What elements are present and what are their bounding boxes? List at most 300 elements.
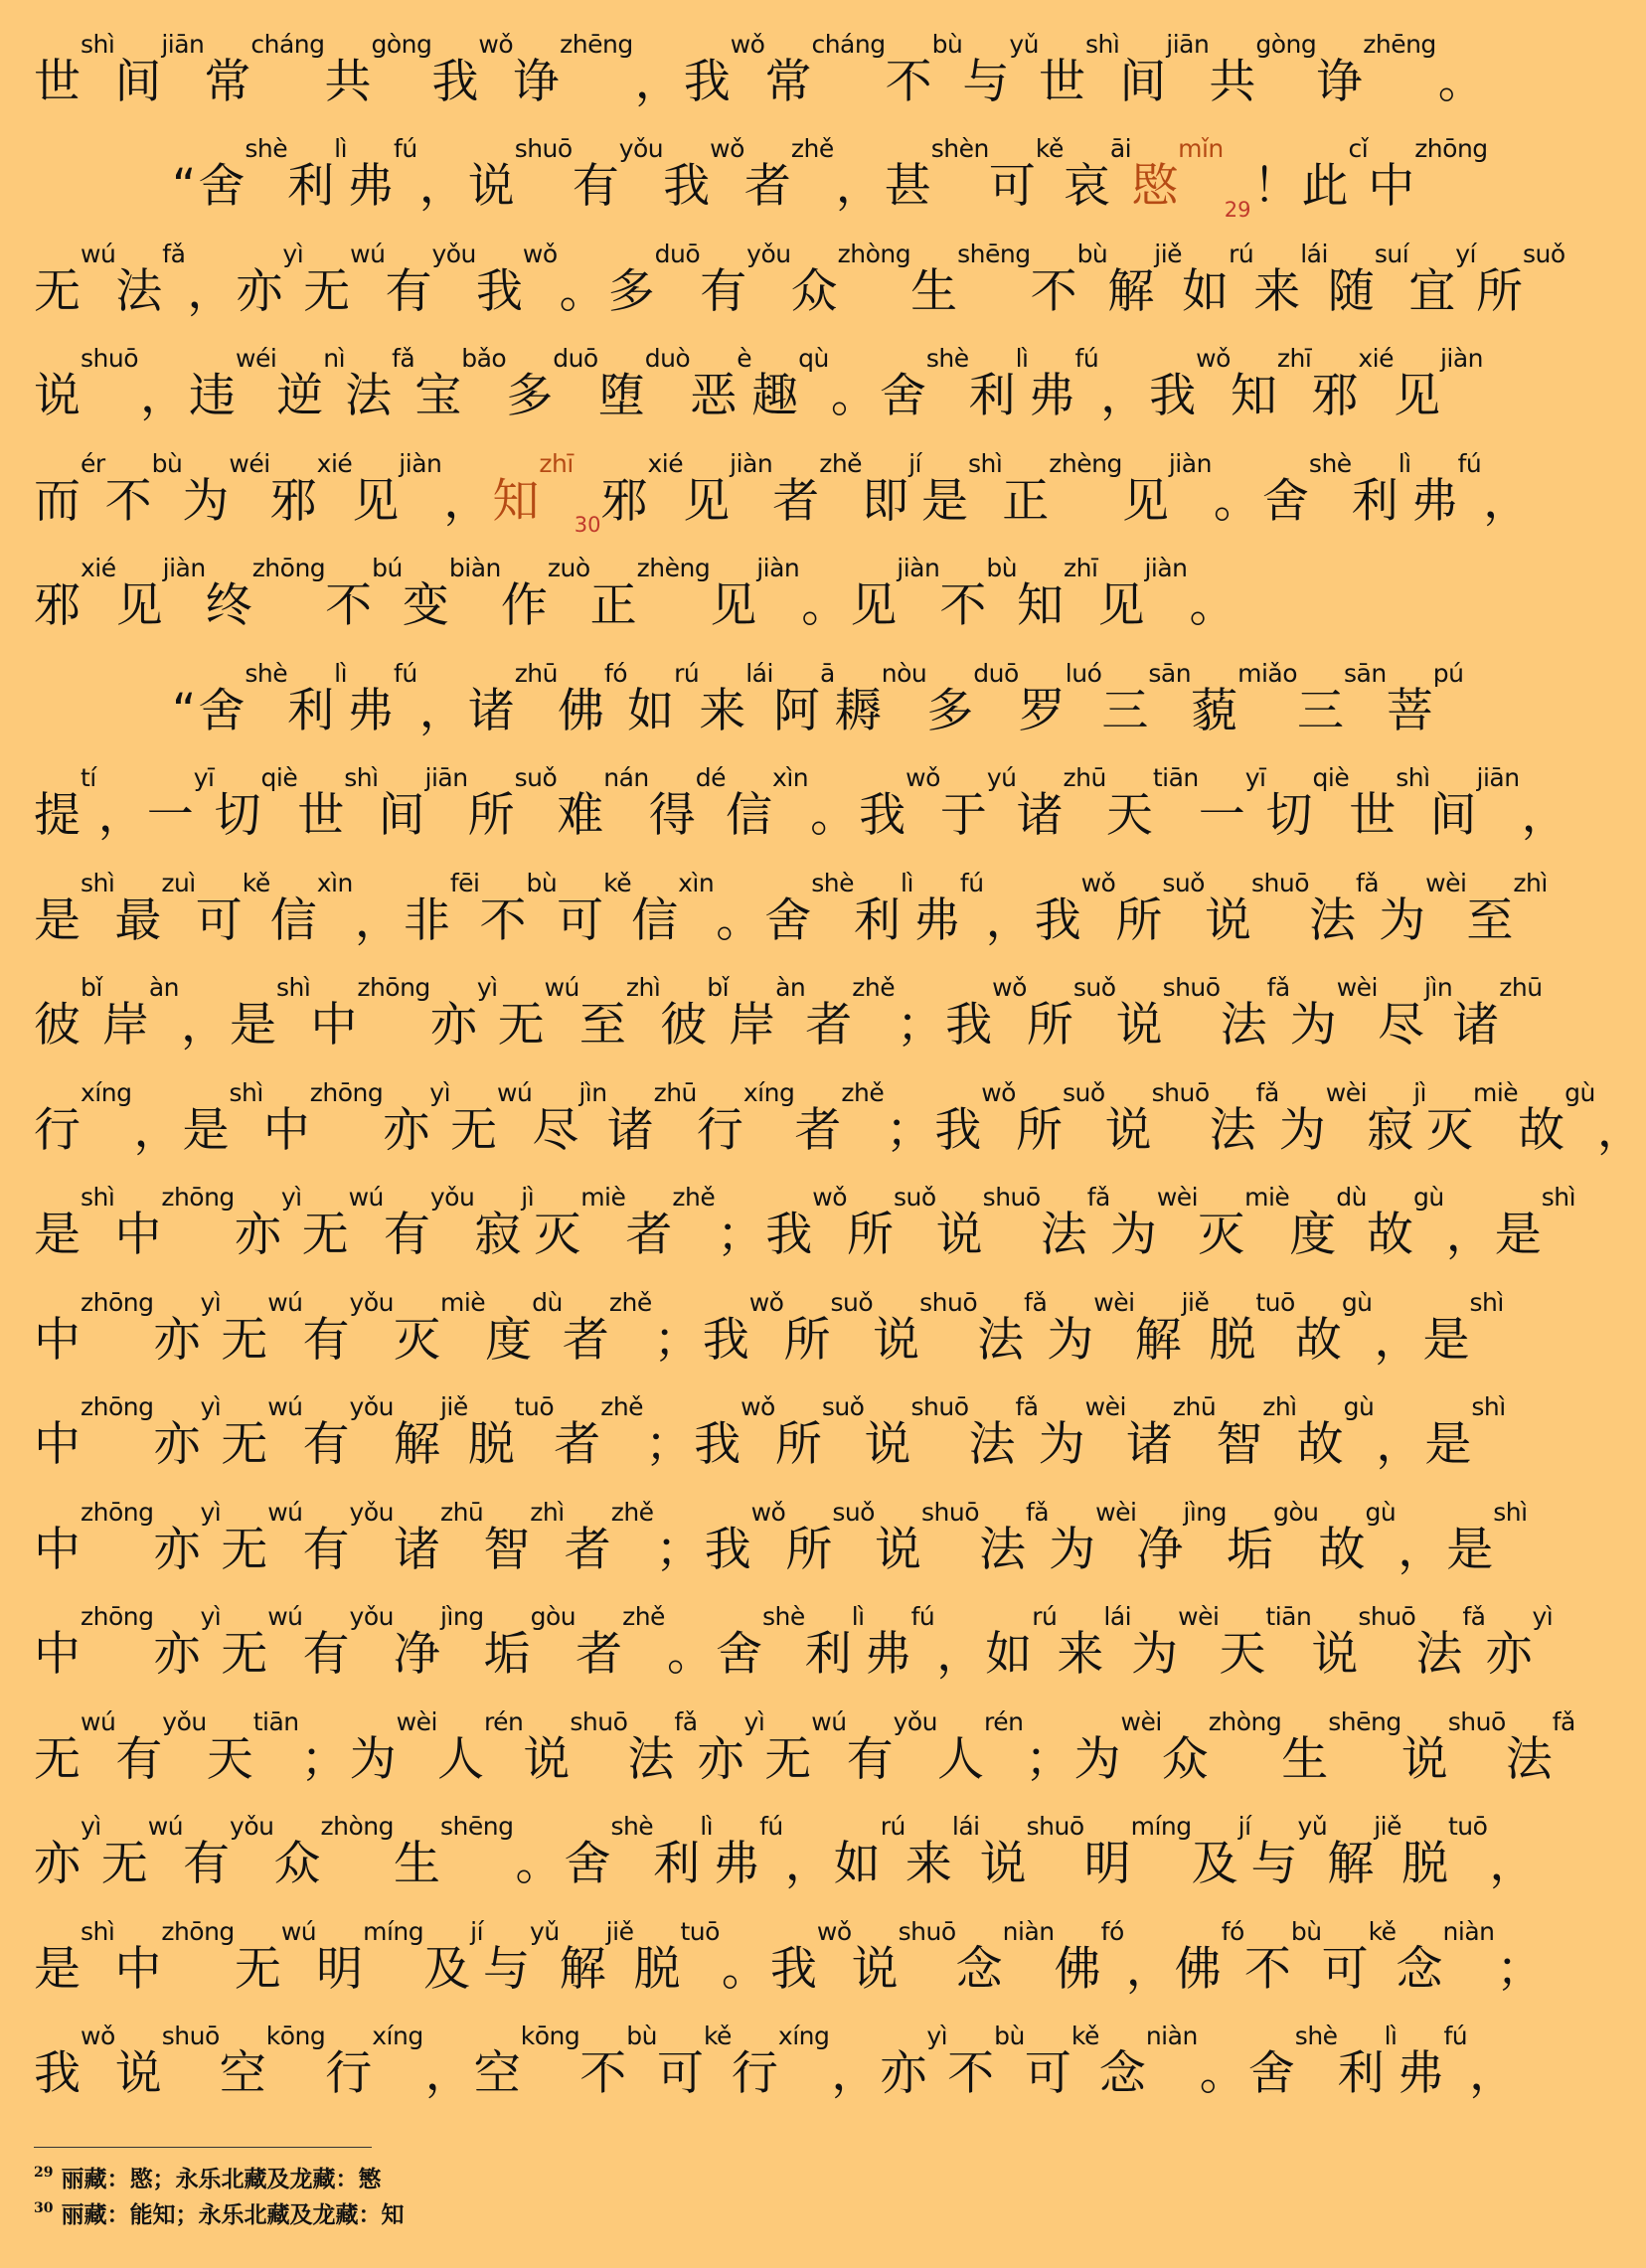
pinyin: yǒu bbox=[349, 1392, 394, 1421]
hanzi: 说 bbox=[1311, 1627, 1359, 1682]
hanzi: 行 bbox=[731, 2046, 778, 2101]
pinyin: shì bbox=[1396, 763, 1430, 792]
annotated-character bbox=[114, 29, 205, 109]
pinyin: gù bbox=[1343, 1392, 1375, 1421]
annotated-character bbox=[1247, 2022, 1338, 2101]
pinyin: míng bbox=[363, 1916, 424, 1946]
pinyin: jiàn bbox=[1439, 344, 1484, 373]
hanzi: 弗 bbox=[347, 683, 395, 738]
hanzi: 诸 bbox=[1016, 788, 1064, 843]
hanzi: 舍 bbox=[715, 1627, 762, 1682]
annotated-character bbox=[1316, 29, 1436, 109]
pinyin: wèi bbox=[396, 1706, 437, 1736]
annotated-character bbox=[1311, 1602, 1416, 1682]
pinyin: wú bbox=[267, 1602, 303, 1631]
punctuation: 。 bbox=[1437, 54, 1485, 109]
hanzi: 者 bbox=[625, 1208, 673, 1262]
annotated-character bbox=[1393, 344, 1484, 423]
punctuation: ， bbox=[187, 263, 235, 319]
pinyin: zhī bbox=[1276, 344, 1312, 373]
hanzi: 所 bbox=[1015, 1102, 1063, 1158]
hanzi: 诸 bbox=[393, 1522, 440, 1577]
hanzi: 诸 bbox=[467, 683, 515, 738]
annotated-character bbox=[1119, 29, 1210, 109]
pinyin: jiàn bbox=[756, 554, 800, 582]
annotated-character bbox=[979, 1812, 1084, 1891]
annotated-character bbox=[947, 2022, 1025, 2101]
hanzi: 无 bbox=[301, 1208, 349, 1262]
hanzi: 亦 bbox=[153, 1627, 201, 1682]
annotated-character bbox=[385, 239, 476, 319]
annotated-character bbox=[34, 1287, 154, 1368]
annotated-character bbox=[214, 763, 298, 843]
pinyin: zhòng bbox=[837, 239, 911, 268]
hanzi: 有 bbox=[385, 263, 432, 319]
pinyin: gòu bbox=[1273, 1497, 1319, 1527]
hanzi: 所 bbox=[1115, 892, 1163, 948]
annotated-character bbox=[1278, 1077, 1368, 1158]
pinyin: fó bbox=[1100, 1916, 1124, 1946]
hanzi: 藐 bbox=[1191, 683, 1238, 738]
annotated-character bbox=[1216, 1392, 1297, 1472]
pinyin: yì bbox=[200, 1287, 222, 1317]
hanzi: 者 bbox=[772, 473, 820, 529]
pinyin: shuō bbox=[920, 1497, 979, 1527]
pinyin: zhū bbox=[653, 1077, 697, 1107]
pinyin: zhì bbox=[530, 1497, 565, 1527]
annotated-character bbox=[153, 1287, 222, 1368]
hanzi: 常 bbox=[764, 54, 812, 109]
pinyin: rú bbox=[674, 658, 700, 688]
hanzi: 见 bbox=[850, 578, 898, 633]
annotated-character bbox=[633, 1916, 720, 1997]
pinyin: zhì bbox=[1262, 1392, 1297, 1421]
hanzi: 多 bbox=[926, 683, 974, 738]
hanzi: 切 bbox=[214, 788, 261, 843]
annotated-character bbox=[683, 448, 773, 529]
annotated-character bbox=[182, 1077, 263, 1158]
hanzi: 脱 bbox=[467, 1417, 515, 1472]
pinyin: suǒ bbox=[894, 1183, 936, 1212]
pinyin: wǒ bbox=[741, 1392, 775, 1421]
pinyin: tiān bbox=[1152, 763, 1199, 792]
pinyin: shuō bbox=[570, 1706, 628, 1736]
annotated-character bbox=[393, 1287, 486, 1368]
annotated-character bbox=[115, 239, 186, 319]
hanzi: 法 bbox=[1209, 1102, 1256, 1158]
annotated-character bbox=[772, 658, 835, 738]
hanzi: 如 bbox=[627, 683, 675, 738]
annotated-character bbox=[115, 554, 206, 633]
annotated-character bbox=[383, 1077, 451, 1158]
hanzi: 正 bbox=[1002, 473, 1050, 529]
annotated-character bbox=[34, 1497, 154, 1577]
hanzi: 中 bbox=[34, 1312, 81, 1368]
annotated-character bbox=[562, 1287, 652, 1368]
hanzi: 如 bbox=[985, 1627, 1033, 1682]
punctuation: ， bbox=[1521, 788, 1568, 843]
hanzi: 随 bbox=[1327, 263, 1375, 319]
hanzi: 中 bbox=[114, 1208, 162, 1262]
pinyin: kě bbox=[242, 868, 270, 897]
annotated-character bbox=[1098, 2022, 1198, 2101]
pinyin: wǒ bbox=[816, 1916, 852, 1946]
pinyin: shè bbox=[610, 1812, 654, 1841]
hanzi: 间 bbox=[1119, 54, 1167, 109]
annotated-character bbox=[1505, 1706, 1575, 1787]
annotated-character bbox=[1518, 1077, 1595, 1158]
annotated-character bbox=[34, 239, 116, 319]
pinyin: miè bbox=[1244, 1183, 1290, 1212]
annotated-character bbox=[492, 448, 574, 529]
pinyin: mǐn bbox=[1178, 134, 1224, 163]
pinyin: fó bbox=[1221, 1916, 1244, 1946]
pinyin: zhě bbox=[819, 448, 863, 478]
pinyin: shuō bbox=[982, 1183, 1041, 1212]
punctuation: ， bbox=[1489, 1837, 1537, 1891]
pinyin: xìn bbox=[678, 868, 715, 897]
punctuation: ， bbox=[985, 892, 1033, 948]
pinyin: shì bbox=[81, 868, 115, 897]
annotated-character bbox=[1337, 2022, 1398, 2101]
pinyin: zhě bbox=[672, 1183, 716, 1212]
pinyin: shuō bbox=[81, 344, 139, 373]
pinyin: shè bbox=[761, 1602, 805, 1631]
annotated-character bbox=[874, 1497, 979, 1577]
annotated-character bbox=[302, 1287, 394, 1368]
pinyin: yǒu bbox=[429, 1183, 475, 1212]
annotated-character bbox=[1038, 1392, 1126, 1472]
hanzi: 故 bbox=[1318, 1522, 1366, 1577]
hanzi: 生 bbox=[910, 263, 958, 319]
annotated-character bbox=[699, 658, 773, 738]
pinyin: rén bbox=[483, 1706, 524, 1736]
text-line bbox=[34, 1272, 1504, 1377]
pinyin: zhōng bbox=[251, 554, 326, 582]
pinyin: jiě bbox=[1374, 1812, 1401, 1841]
annotated-character bbox=[1017, 554, 1098, 633]
pinyin: wǒ bbox=[748, 1287, 784, 1317]
pinyin: kě bbox=[603, 868, 632, 897]
hanzi: 佛 bbox=[1174, 1941, 1222, 1997]
annotated-character bbox=[153, 1392, 222, 1472]
hanzi: 我 bbox=[1034, 892, 1081, 948]
hanzi: 见 bbox=[683, 473, 731, 529]
pinyin: lái bbox=[1103, 1602, 1132, 1631]
annotated-character bbox=[579, 2022, 657, 2101]
hanzi: 灭 bbox=[1425, 1102, 1473, 1158]
annotated-character bbox=[1400, 1706, 1506, 1787]
hanzi: 我 bbox=[431, 54, 479, 109]
annotated-character bbox=[1104, 1077, 1210, 1158]
hanzi: 是 bbox=[182, 1102, 230, 1158]
punctuation: 。 bbox=[810, 788, 858, 843]
hanzi: 与 bbox=[483, 1941, 531, 1997]
annotated-character bbox=[1415, 1602, 1486, 1682]
footnote-number: 29 bbox=[34, 2165, 54, 2181]
punctuation: ， bbox=[1374, 1312, 1421, 1368]
hanzi: 提 bbox=[34, 788, 81, 843]
hanzi: 我 bbox=[945, 998, 993, 1053]
text-line bbox=[34, 1062, 1644, 1168]
punctuation: 。 bbox=[801, 578, 849, 633]
annotated-character bbox=[945, 973, 1027, 1053]
pinyin: miè bbox=[580, 1183, 626, 1212]
pinyin: xié bbox=[316, 448, 353, 478]
pinyin: shuō bbox=[1026, 1812, 1084, 1841]
hanzi: 多 bbox=[506, 369, 554, 423]
hanzi: 智 bbox=[1216, 1417, 1263, 1472]
hanzi: 众 bbox=[1161, 1731, 1209, 1787]
hanzi: 弗 bbox=[1410, 473, 1458, 529]
hanzi: 及 bbox=[423, 1941, 471, 1997]
pinyin: wú bbox=[811, 1706, 847, 1736]
hanzi: 作 bbox=[500, 578, 548, 633]
pinyin: fǎ bbox=[1086, 1183, 1110, 1212]
hanzi: 宜 bbox=[1408, 263, 1456, 319]
hanzi: 邪 bbox=[34, 578, 81, 633]
pinyin: rén bbox=[984, 1706, 1024, 1736]
hanzi: 所 bbox=[774, 1417, 822, 1472]
pinyin: yī bbox=[1244, 763, 1266, 792]
hanzi: 说 bbox=[523, 1731, 571, 1787]
annotated-character bbox=[467, 134, 573, 214]
hanzi: 者 bbox=[576, 1627, 623, 1682]
pinyin: yǔ bbox=[1009, 29, 1039, 59]
hanzi: 无 bbox=[221, 1312, 268, 1368]
hanzi: 信 bbox=[631, 892, 679, 948]
annotated-character bbox=[436, 1706, 524, 1787]
annotated-character bbox=[1101, 658, 1192, 738]
annotated-character bbox=[1367, 1077, 1426, 1158]
annotated-character bbox=[783, 1287, 874, 1368]
pinyin: shì bbox=[1541, 1183, 1576, 1212]
pinyin: jiān bbox=[424, 763, 468, 792]
hanzi: 见 bbox=[115, 578, 163, 633]
pinyin: wú bbox=[267, 1287, 303, 1317]
hanzi: 有 bbox=[183, 1837, 231, 1891]
hanzi: 者 bbox=[743, 159, 791, 214]
annotated-character bbox=[805, 973, 896, 1053]
annotated-character bbox=[785, 1497, 875, 1577]
annotated-character bbox=[910, 239, 1031, 319]
pinyin: zhě bbox=[852, 973, 896, 1002]
pinyin: zhōng bbox=[357, 973, 430, 1002]
annotated-character bbox=[1083, 1812, 1192, 1891]
annotated-character bbox=[1265, 763, 1350, 843]
hanzi: 尽 bbox=[532, 1102, 579, 1158]
pinyin: yì bbox=[280, 1183, 302, 1212]
pinyin: wú bbox=[81, 1706, 116, 1736]
pinyin: yì bbox=[1532, 1602, 1554, 1631]
hanzi: 我 bbox=[934, 1102, 982, 1158]
hanzi: 人 bbox=[937, 1731, 985, 1787]
hanzi: 诤 bbox=[1316, 54, 1364, 109]
annotated-character bbox=[726, 763, 809, 843]
pinyin: duō bbox=[973, 658, 1019, 688]
pinyin: miè bbox=[1472, 1077, 1519, 1107]
hanzi: 知 bbox=[1230, 369, 1277, 423]
hanzi: 可 bbox=[557, 892, 604, 948]
hanzi: 说 bbox=[864, 1417, 911, 1472]
pinyin: jiě bbox=[605, 1916, 634, 1946]
pinyin: wú bbox=[267, 1392, 303, 1421]
pinyin: zhū bbox=[1063, 763, 1106, 792]
hanzi: 法 bbox=[345, 369, 393, 423]
hanzi: 者 bbox=[805, 998, 853, 1053]
pinyin: rú bbox=[880, 1812, 905, 1841]
hanzi: 非 bbox=[403, 892, 450, 948]
hanzi: 无 bbox=[497, 998, 545, 1053]
punctuation: ， bbox=[418, 683, 466, 738]
annotated-character bbox=[880, 2022, 948, 2101]
pinyin: yǒu bbox=[230, 1812, 274, 1841]
annotated-character bbox=[934, 1077, 1016, 1158]
pinyin: yì bbox=[200, 1602, 222, 1631]
hanzi: 我 bbox=[769, 1941, 817, 1997]
pinyin: jiàn bbox=[1168, 448, 1212, 478]
annotated-character bbox=[1429, 763, 1520, 843]
hanzi: 可 bbox=[195, 892, 243, 948]
pinyin: zhèng bbox=[1049, 448, 1122, 478]
hanzi: 亦 bbox=[1485, 1627, 1533, 1682]
pinyin: bù bbox=[1076, 239, 1108, 268]
hanzi: 有 bbox=[302, 1522, 350, 1577]
pinyin: wèi bbox=[1425, 868, 1467, 897]
pinyin: fú bbox=[959, 868, 984, 897]
hanzi: 舍 bbox=[879, 369, 926, 423]
pinyin: jìng bbox=[439, 1602, 484, 1631]
pinyin: nì bbox=[323, 344, 346, 373]
annotated-character bbox=[873, 1287, 978, 1368]
pinyin: rú bbox=[1229, 239, 1254, 268]
annotated-character bbox=[713, 1812, 783, 1891]
pinyin: duō bbox=[654, 239, 701, 268]
punctuation: ， bbox=[1100, 369, 1148, 423]
annotated-character bbox=[988, 134, 1064, 214]
annotated-character bbox=[345, 344, 415, 423]
pinyin: dé bbox=[695, 763, 727, 792]
pinyin: shuō bbox=[161, 2022, 220, 2050]
pinyin: fǎ bbox=[1255, 1077, 1279, 1107]
annotated-character bbox=[1379, 868, 1467, 948]
pinyin: shuō bbox=[910, 1392, 969, 1421]
pinyin: cháng bbox=[811, 29, 886, 59]
annotated-character bbox=[1296, 1392, 1375, 1472]
hanzi: 故 bbox=[1518, 1102, 1565, 1158]
pinyin: yǒu bbox=[893, 1706, 938, 1736]
annotated-character bbox=[885, 29, 963, 109]
annotated-character bbox=[683, 29, 765, 109]
hanzi: 者 bbox=[562, 1312, 609, 1368]
pinyin: sān bbox=[1344, 658, 1387, 688]
punctuation: ， bbox=[831, 2046, 879, 2101]
pinyin: jiě bbox=[1154, 239, 1183, 268]
pinyin: ā bbox=[819, 658, 835, 688]
pinyin: zhòng bbox=[320, 1812, 394, 1841]
pinyin: zhū bbox=[1172, 1392, 1217, 1421]
hanzi: 行 bbox=[325, 2046, 373, 2101]
pinyin: shè bbox=[245, 658, 288, 688]
hanzi: 来 bbox=[699, 683, 746, 738]
punctuation: ， bbox=[418, 159, 466, 214]
pinyin: zhì bbox=[625, 973, 661, 1002]
pinyin: lì bbox=[901, 868, 913, 897]
hanzi: 法 bbox=[627, 1731, 675, 1787]
hanzi: 空 bbox=[473, 2046, 521, 2101]
punctuation: 。 bbox=[1199, 2046, 1246, 2101]
pinyin: yǒu bbox=[349, 1497, 394, 1527]
hanzi: 我 bbox=[704, 1522, 751, 1577]
pinyin: suǒ bbox=[1162, 868, 1205, 897]
hanzi: 甚 bbox=[884, 159, 931, 214]
pinyin: wǒ bbox=[905, 763, 940, 792]
punctuation: ， bbox=[784, 1837, 832, 1891]
pinyin: lì bbox=[1015, 344, 1029, 373]
pinyin: yí bbox=[1455, 239, 1476, 268]
pinyin: wǒ bbox=[81, 2022, 115, 2050]
punctuation: 。 bbox=[666, 1627, 714, 1682]
hanzi: 中 bbox=[34, 1522, 81, 1577]
hanzi: 解 bbox=[1134, 1312, 1182, 1368]
pinyin: zhě bbox=[600, 1392, 644, 1421]
annotated-character bbox=[287, 658, 348, 738]
pinyin: jiàn bbox=[1144, 554, 1188, 582]
pinyin: jiàn bbox=[399, 448, 442, 478]
annotated-character bbox=[1063, 134, 1132, 214]
pinyin: zuì bbox=[161, 868, 196, 897]
pinyin: wèi bbox=[1156, 1183, 1199, 1212]
pinyin: yǔ bbox=[530, 1916, 560, 1946]
pinyin: shì bbox=[229, 1077, 263, 1107]
pinyin: pú bbox=[1432, 658, 1464, 688]
pinyin: yì bbox=[200, 1392, 222, 1421]
hanzi: 共 bbox=[324, 54, 372, 109]
punctuation: ； bbox=[1496, 1941, 1544, 1997]
hanzi: 信 bbox=[726, 788, 773, 843]
annotated-character bbox=[221, 1602, 303, 1682]
hanzi: 说 bbox=[1104, 1102, 1152, 1158]
pinyin: wèi bbox=[1120, 1706, 1162, 1736]
pinyin: cháng bbox=[250, 29, 325, 59]
annotated-character bbox=[352, 448, 442, 529]
pinyin: shè bbox=[245, 134, 288, 163]
hanzi: 生 bbox=[1281, 1731, 1329, 1787]
hanzi: 是 bbox=[34, 1208, 81, 1262]
hanzi: 故 bbox=[1367, 1208, 1413, 1262]
hanzi: 是 bbox=[1422, 1312, 1470, 1368]
pinyin: jiān bbox=[1476, 763, 1520, 792]
pinyin: jí bbox=[1237, 1812, 1251, 1841]
annotated-character bbox=[34, 1602, 154, 1682]
annotated-character bbox=[939, 554, 1018, 633]
hanzi: 诸 bbox=[1125, 1417, 1173, 1472]
pinyin: míng bbox=[1130, 1812, 1192, 1841]
annotated-character bbox=[1024, 2022, 1099, 2101]
hanzi: 佛 bbox=[558, 683, 604, 738]
hanzi: 舍 bbox=[764, 892, 812, 948]
hanzi: 哀 bbox=[1063, 159, 1110, 214]
punctuation: 。 bbox=[515, 1837, 563, 1891]
annotated-character bbox=[483, 1602, 576, 1682]
annotated-character bbox=[1400, 1812, 1488, 1891]
punctuation: ； bbox=[653, 1312, 701, 1368]
annotated-character bbox=[846, 1706, 938, 1787]
annotated-character bbox=[627, 1706, 698, 1787]
hanzi: 邪 bbox=[269, 473, 317, 529]
annotated-character bbox=[497, 973, 579, 1053]
annotated-character bbox=[34, 2022, 115, 2101]
